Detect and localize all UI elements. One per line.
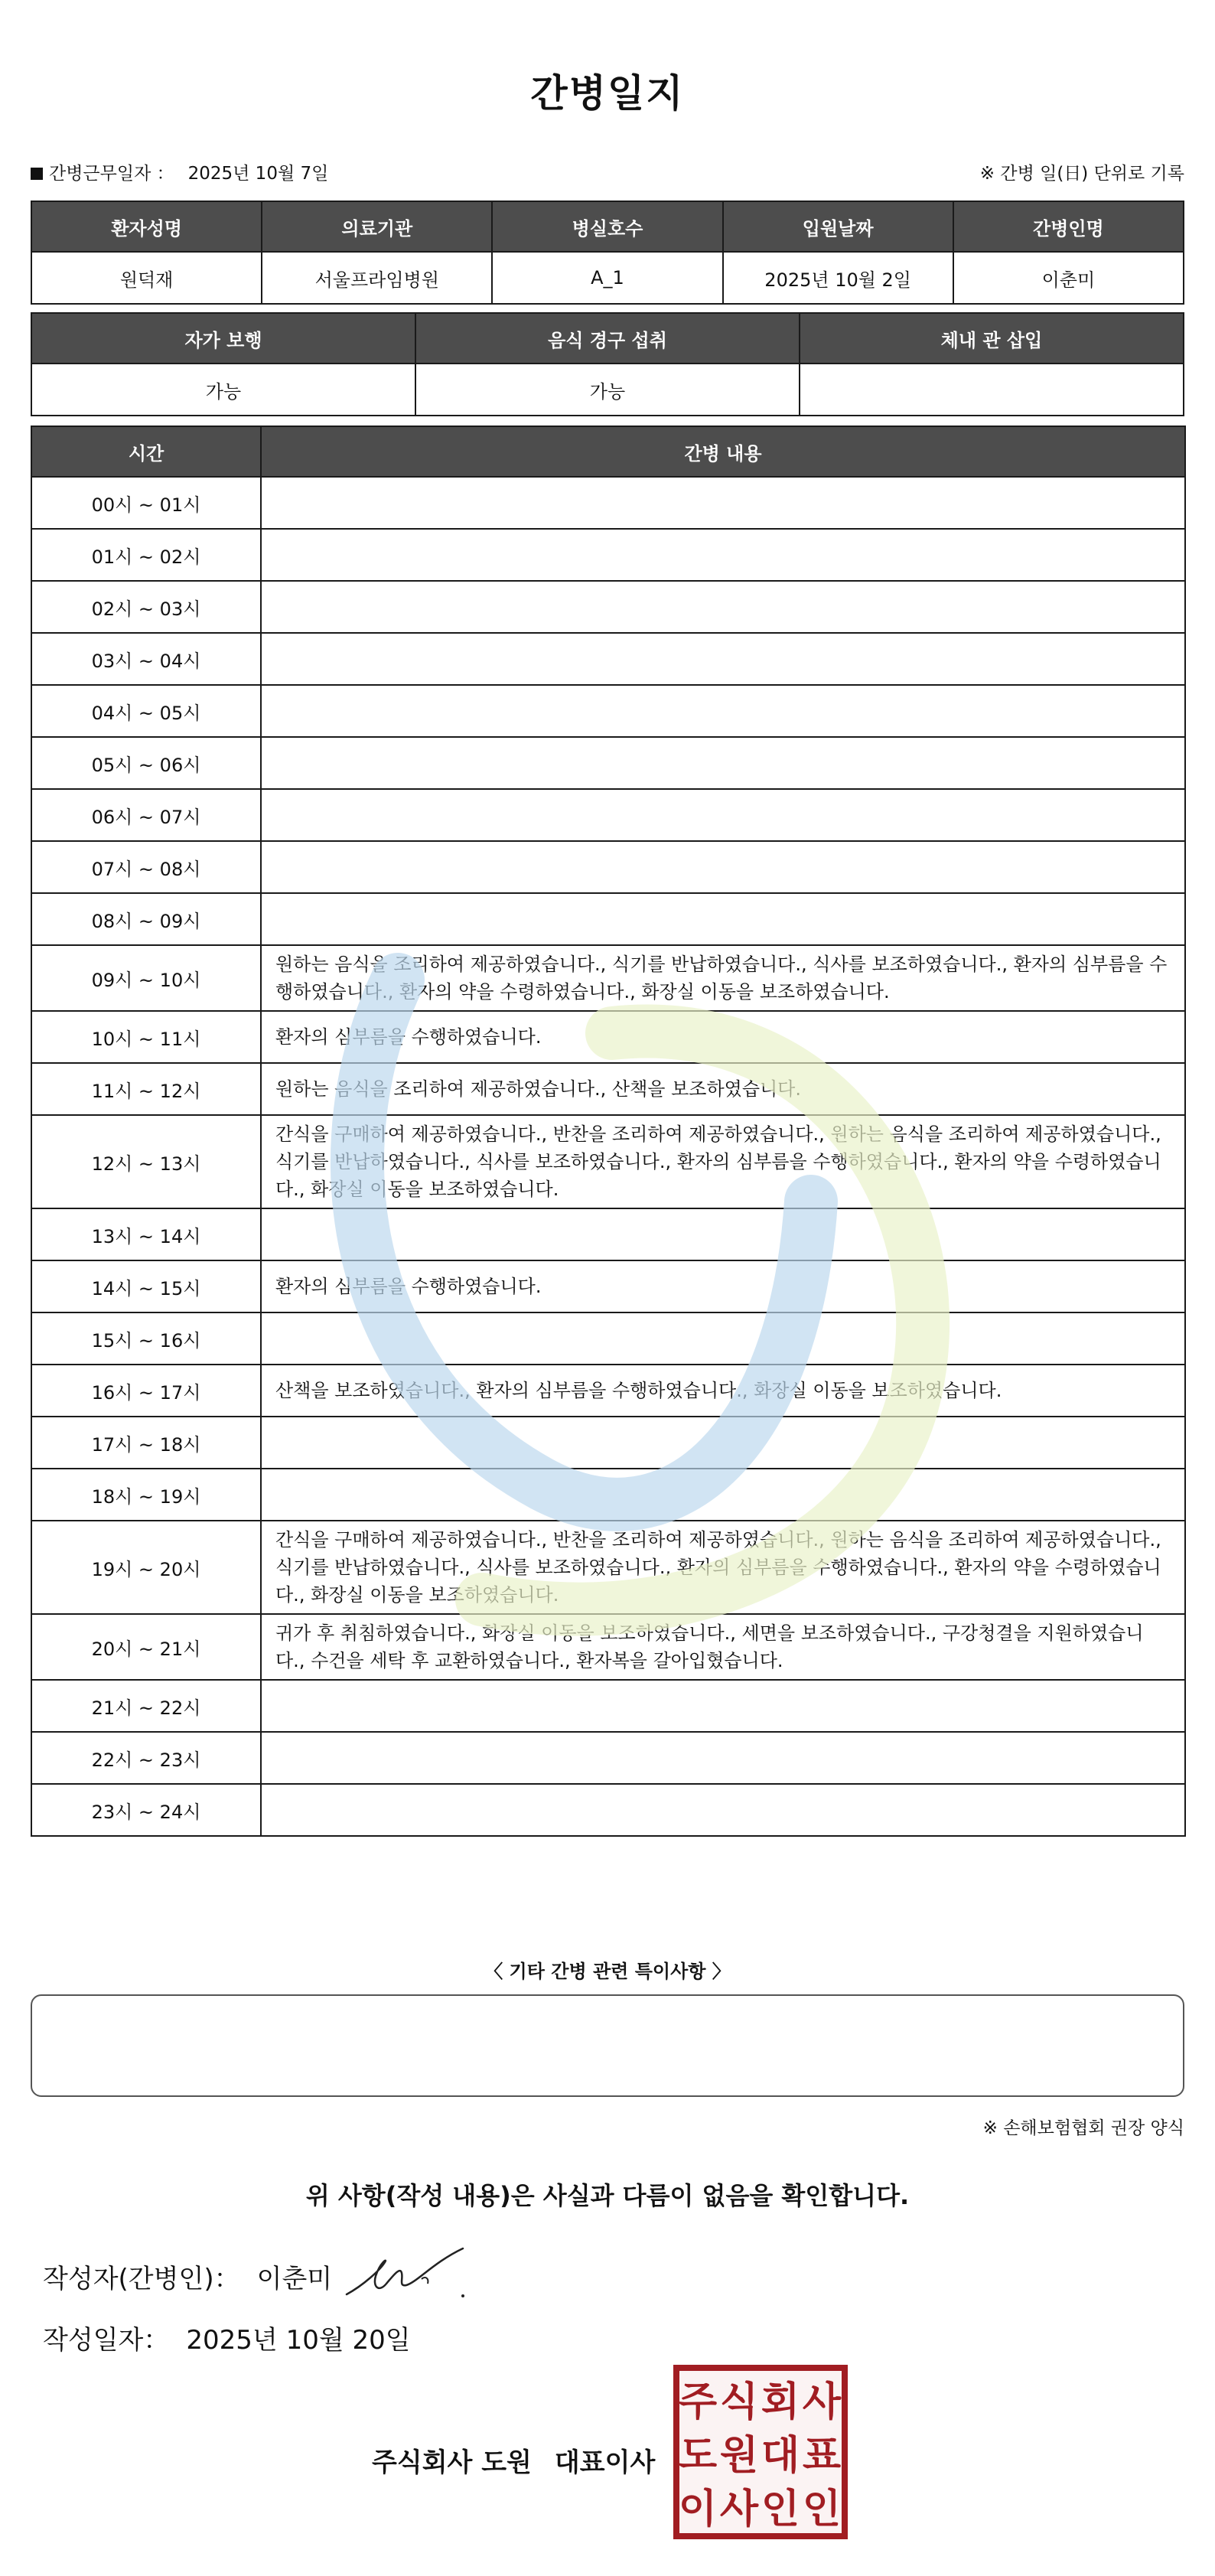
form-source-note: ※ 손해보험협회 권장 양식: [982, 2118, 1184, 2138]
write-date-value: 2025년 10월 20일: [186, 2325, 411, 2356]
work-date-value: 2025년 10월 7일: [187, 164, 329, 184]
schedule-row: [31, 1680, 1185, 1732]
schedule-time: 09시 ~ 10시: [31, 945, 261, 1011]
schedule-content: [261, 685, 1185, 737]
tube-insertion-value: [800, 364, 1184, 416]
schedule-content: 귀가 후 취침하였습니다., 화장실 이동을 보조하였습니다., 세면을 보조하였습니다., 구강청결을 지원하였습니다., 수건을 세탁 후 교환하였습니다., 환자복을 갈아입혔습니다.: [261, 1614, 1185, 1680]
schedule-row: [31, 1260, 1185, 1312]
schedule-content: 산책을 보조하였습니다., 환자의 심부름을 수행하였습니다., 화장실 이동을 보조하였습니다.: [261, 1365, 1185, 1417]
schedule-row: [31, 1469, 1185, 1521]
care-schedule-table: [31, 426, 1186, 1837]
header-oral-intake: 음식 경구 섭취: [415, 313, 800, 364]
schedule-time: 11시 ~ 12시: [31, 1063, 261, 1115]
schedule-row: [31, 685, 1185, 737]
schedule-content: [261, 737, 1185, 789]
schedule-time: 14시 ~ 15시: [31, 1260, 261, 1312]
patient-status-table: [31, 312, 1184, 416]
seal-character: 식: [719, 2379, 759, 2425]
write-date-line: [43, 2319, 411, 2356]
schedule-row: [31, 529, 1185, 581]
work-date-line: [31, 159, 328, 184]
seal-character: 인: [802, 2486, 842, 2532]
company-rep: 대표이사: [554, 2447, 656, 2478]
schedule-row: [31, 1417, 1185, 1469]
schedule-content: [261, 1208, 1185, 1260]
author-line: [43, 2258, 332, 2295]
schedule-row: [31, 1208, 1185, 1260]
schedule-time: 04시 ~ 05시: [31, 685, 261, 737]
schedule-time: 03시 ~ 04시: [31, 633, 261, 685]
room-number: A_1: [492, 252, 722, 304]
schedule-time: 06시 ~ 07시: [31, 789, 261, 841]
schedule-time: 02시 ~ 03시: [31, 581, 261, 633]
schedule-content: [261, 1680, 1185, 1732]
notes-box: [31, 1994, 1184, 2097]
schedule-row: [31, 1011, 1185, 1063]
confirmation-statement: 위 사항(작성 내용)은 사실과 다름이 없음을 확인합니다.: [305, 2181, 910, 2210]
seal-character: 대: [761, 2433, 800, 2479]
schedule-row: [31, 581, 1185, 633]
signature-icon: [340, 2239, 471, 2308]
schedule-row: [31, 1063, 1185, 1115]
header-hospital: 의료기관: [262, 201, 492, 252]
schedule-time: 05시 ~ 06시: [31, 737, 261, 789]
schedule-content: [261, 581, 1185, 633]
schedule-time: 01시 ~ 02시: [31, 529, 261, 581]
seal-character: 도: [678, 2433, 718, 2479]
header-admission-date: 입원날짜: [723, 201, 953, 252]
schedule-row: [31, 945, 1185, 1011]
work-date-label: 간병근무일자 ：: [49, 164, 174, 184]
write-date-label: 작성일자：: [43, 2325, 170, 2356]
hospital-name: 서울프라임병원: [262, 252, 492, 304]
header-care-content: 간병 내용: [261, 426, 1185, 477]
schedule-time: 23시 ~ 24시: [31, 1784, 261, 1836]
schedule-content: [261, 1732, 1185, 1784]
schedule-time: 17시 ~ 18시: [31, 1417, 261, 1469]
header-caregiver-name: 간병인명: [953, 201, 1184, 252]
schedule-row: [31, 1521, 1185, 1614]
schedule-content: [261, 789, 1185, 841]
schedule-time: 16시 ~ 17시: [31, 1365, 261, 1417]
schedule-content: 원하는 음식을 조리하여 제공하였습니다., 식기를 반납하였습니다., 식사를 보조하였습니다., 환자의 심부름을 수행하였습니다., 환자의 약을 수령하였습니다., 화장실 이동을 보조하였습니다.: [261, 945, 1185, 1011]
schedule-content: [261, 529, 1185, 581]
patient-name: 원덕재: [31, 252, 262, 304]
schedule-content: [261, 1784, 1185, 1836]
schedule-time: 19시 ~ 20시: [31, 1521, 261, 1614]
seal-character: 주: [678, 2379, 718, 2425]
author-name: 이춘미: [256, 2264, 333, 2294]
schedule-row: [31, 893, 1185, 945]
schedule-content: 환자의 심부름을 수행하였습니다.: [261, 1260, 1185, 1312]
seal-character: 회: [761, 2379, 800, 2425]
unit-note: ※ 간병 일(日) 단위로 기록: [979, 164, 1184, 184]
notes-title: 〈 기타 간병 관련 특이사항 〉: [484, 1961, 731, 1982]
oral-intake-value: 가능: [415, 364, 800, 416]
schedule-time: 07시 ~ 08시: [31, 841, 261, 893]
schedule-row: [31, 737, 1185, 789]
company-name: 주식회사 도원: [372, 2447, 532, 2478]
schedule-row: [31, 1614, 1185, 1680]
seal-character: 사: [719, 2486, 759, 2532]
seal-character: 사: [802, 2379, 842, 2425]
schedule-row: [31, 1784, 1185, 1836]
schedule-time: 21시 ~ 22시: [31, 1680, 261, 1732]
company-seal-icon: [673, 2365, 848, 2539]
schedule-time: 20시 ~ 21시: [31, 1614, 261, 1680]
schedule-content: 원하는 음식을 조리하여 제공하였습니다., 산책을 보조하였습니다.: [261, 1063, 1185, 1115]
schedule-content: [261, 477, 1185, 529]
document-title: 간병일지: [530, 71, 685, 116]
schedule-content: 간식을 구매하여 제공하였습니다., 반찬을 조리하여 제공하였습니다., 원하는 음식을 조리하여 제공하였습니다., 식기를 반납하였습니다., 식사를 보조하였습니다., 환자의 심부름을 수행하였습니다., 환자의 약을 수령하였습니다., 화장실 이동을 보조하였습니다.: [261, 1521, 1185, 1614]
schedule-time: 12시 ~ 13시: [31, 1115, 261, 1208]
schedule-content: [261, 1417, 1185, 1469]
seal-character: 이: [678, 2486, 718, 2532]
schedule-content: [261, 1312, 1185, 1365]
schedule-body: [31, 477, 1185, 1836]
schedule-row: [31, 1365, 1185, 1417]
schedule-row: [31, 633, 1185, 685]
author-label: 작성자(간병인)：: [43, 2264, 240, 2294]
caregiver-name: 이춘미: [953, 252, 1184, 304]
schedule-row: [31, 1115, 1185, 1208]
header-self-walking: 자가 보행: [31, 313, 415, 364]
schedule-content: [261, 893, 1185, 945]
header-time: 시간: [31, 426, 261, 477]
schedule-time: 10시 ~ 11시: [31, 1011, 261, 1063]
seal-character: 표: [802, 2433, 842, 2479]
square-bullet-icon: [31, 168, 43, 180]
schedule-row: [31, 789, 1185, 841]
schedule-time: 22시 ~ 23시: [31, 1732, 261, 1784]
header-tube-insertion: 체내 관 삽입: [800, 313, 1184, 364]
schedule-content: [261, 841, 1185, 893]
company-line: [372, 2441, 655, 2479]
patient-info-table: [31, 201, 1184, 305]
schedule-content: [261, 633, 1185, 685]
schedule-row: [31, 1312, 1185, 1365]
schedule-row: [31, 1732, 1185, 1784]
schedule-time: 18시 ~ 19시: [31, 1469, 261, 1521]
schedule-time: 08시 ~ 09시: [31, 893, 261, 945]
schedule-time: 15시 ~ 16시: [31, 1312, 261, 1365]
schedule-row: [31, 477, 1185, 529]
self-walking-value: 가능: [31, 364, 415, 416]
schedule-time: 13시 ~ 14시: [31, 1208, 261, 1260]
admission-date: 2025년 10월 2일: [723, 252, 953, 304]
seal-character: 인: [761, 2486, 800, 2532]
header-patient-name: 환자성명: [31, 201, 262, 252]
header-room-number: 병실호수: [492, 201, 722, 252]
schedule-content: [261, 1469, 1185, 1521]
seal-character: 원: [719, 2433, 759, 2479]
schedule-time: 00시 ~ 01시: [31, 477, 261, 529]
schedule-content: 환자의 심부름을 수행하였습니다.: [261, 1011, 1185, 1063]
schedule-content: 간식을 구매하여 제공하였습니다., 반찬을 조리하여 제공하였습니다., 원하는 음식을 조리하여 제공하였습니다., 식기를 반납하였습니다., 식사를 보조하였습니다., 환자의 심부름을 수행하였습니다., 환자의 약을 수령하였습니다., 화장실 이동을 보조하였습니다.: [261, 1115, 1185, 1208]
schedule-row: [31, 841, 1185, 893]
